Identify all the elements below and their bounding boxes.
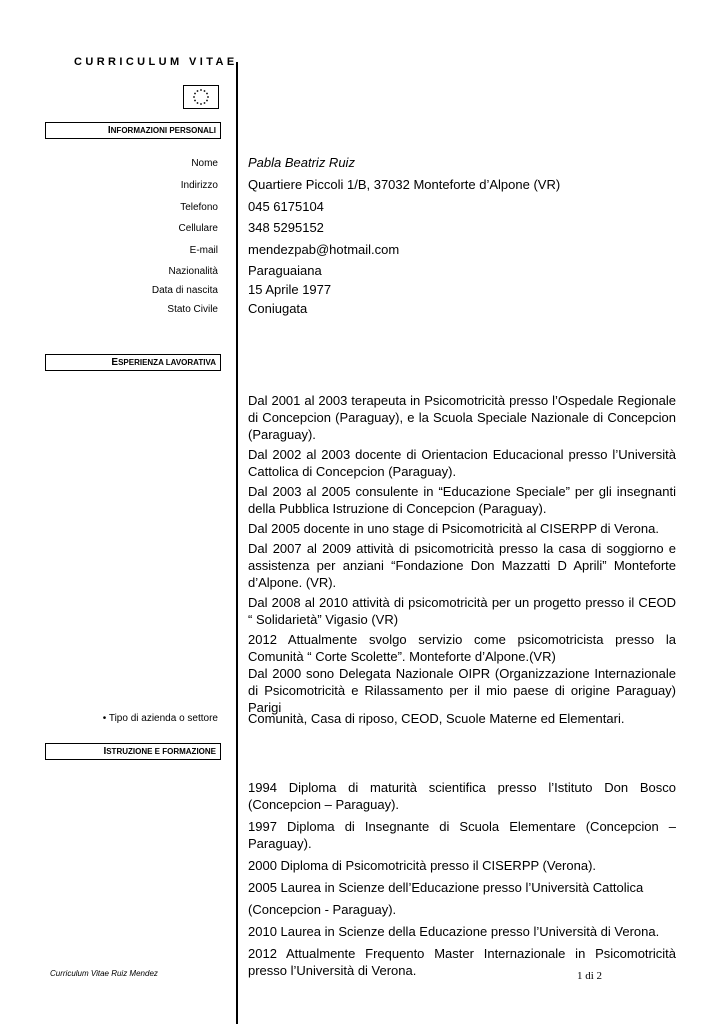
education-item: (Concepcion - Paraguay). — [248, 902, 397, 917]
personal-label: Nazionalità — [168, 266, 218, 277]
experience-item: Dal 2002 al 2003 docente di Orientacion Educacional presso l’Università Cattolica di Concepcion (Paraguay). — [248, 447, 676, 479]
page-number: 1 di 2 — [577, 970, 603, 982]
personal-label: Nome — [191, 158, 218, 169]
education-item: 2012 Attualmente Frequento Master Internazionale in Psicomotricità presso l’Università di Verona. — [248, 946, 676, 978]
section-header-personal — [45, 122, 221, 139]
section-initial: I — [103, 746, 107, 757]
footer-doc-name: Curriculum Vitae Ruiz Mendez — [50, 969, 158, 978]
section-rest: NFORMAZIONI PERSONALI — [110, 126, 216, 135]
personal-value: 348 5295152 — [248, 220, 324, 235]
section-rest: SPERIENZA LAVORATIVA — [118, 358, 216, 367]
section-header-experience — [45, 354, 221, 371]
vertical-divider — [236, 62, 238, 1024]
experience-item: Dal 2008 al 2010 attività di psicomotricità per un progetto presso il CEOD “ Solidarietà” Vigasio (VR) — [248, 595, 676, 627]
document-title: CURRICULUM VITAE — [74, 56, 238, 68]
experience-list — [248, 392, 676, 719]
section-header-education — [45, 743, 221, 760]
personal-label: Cellulare — [178, 223, 218, 234]
personal-value: 045 6175104 — [248, 199, 324, 214]
education-item: 2005 Laurea in Scienze dell’Educazione presso l’Università Cattolica — [248, 880, 644, 895]
personal-value[interactable]: mendezpab@hotmail.com — [248, 242, 400, 257]
experience-item: Dal 2007 al 2009 attività di psicomotricità presso la casa di soggiorno e assistenza per anziani “Fondazione Don Mazzatti D Aprili” Monteforte d’Alpone. (VR). — [248, 541, 676, 590]
experience-item: Dal 2001 al 2003 terapeuta in Psicomotricità presso l’Ospedale Regionale di Concepcion (Paraguay), e la Scuola Speciale Nazionale di Concepcion (Paraguay). — [248, 393, 676, 442]
education-list — [248, 779, 676, 984]
experience-item: 2012 Attualmente svolgo servizio come psicomotricista presso la Comunità “ Corte Scolette”. Monteforte d’Alpone.(VR) — [248, 632, 676, 664]
education-item: 2000 Diploma di Psicomotricità presso il CISERPP (Verona). — [248, 858, 597, 873]
personal-value: 15 Aprile 1977 — [248, 282, 332, 297]
personal-label: Data di nascita — [151, 285, 218, 296]
personal-value: Coniugata — [248, 301, 308, 316]
eu-flag-logo — [183, 85, 219, 109]
personal-label: Telefono — [180, 202, 218, 213]
personal-value: Quartiere Piccoli 1/B, 37032 Monteforte d’Alpone (VR) — [248, 177, 561, 192]
company-type-value: Comunità, Casa di riposo, CEOD, Scuole Materne ed Elementari. — [248, 711, 625, 726]
company-type-label: • Tipo di azienda o settore — [102, 713, 218, 724]
section-initial: I — [107, 125, 111, 136]
experience-item: Dal 2003 al 2005 consulente in “Educazione Speciale” per gli insegnanti della Pubblica Istruzione di Concepcion (Paraguay). — [248, 484, 676, 516]
education-item: 2010 Laurea in Scienze della Educazione presso l’Università di Verona. — [248, 924, 660, 939]
experience-item: Dal 2005 docente in uno stage di Psicomotricità al CISERPP di Verona. — [248, 521, 659, 536]
personal-value: Pabla Beatriz Ruiz — [248, 155, 355, 170]
section-rest: STRUZIONE E FORMAZIONE — [106, 747, 216, 756]
education-item: 1997 Diploma di Insegnante di Scuola Elementare (Concepcion – Paraguay). — [248, 819, 676, 851]
education-item: 1994 Diploma di maturità scientifica presso l’Istituto Don Bosco (Concepcion – Paraguay). — [248, 780, 676, 812]
experience-item: Dal 2000 sono Delegata Nazionale OIPR (Organizzazione Internazionale di Psicomotricità e Rilassamento per il mio paese di origine Paraguay) Parigi — [248, 666, 676, 715]
section-initial: E — [111, 357, 119, 368]
personal-value: Paraguaiana — [248, 263, 322, 278]
personal-label: Stato Civile — [167, 304, 218, 315]
personal-label: E-mail — [189, 245, 218, 256]
personal-label: Indirizzo — [180, 180, 218, 191]
